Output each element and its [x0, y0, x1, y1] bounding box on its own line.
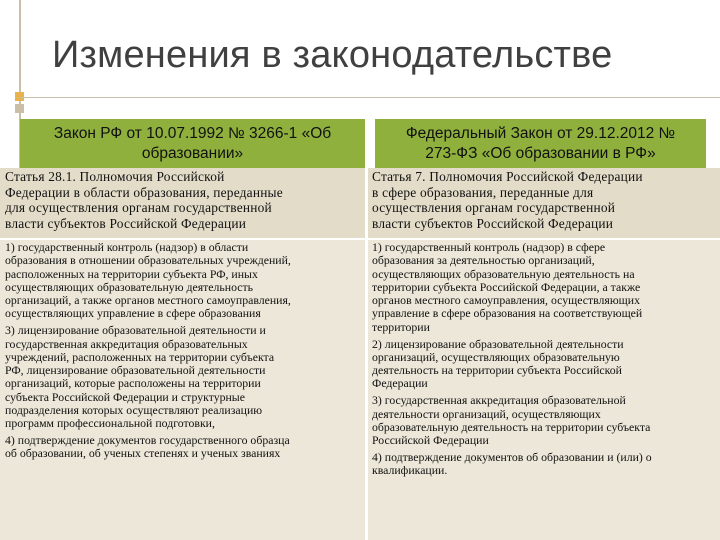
list-item-line: подразделения которых осуществляют реализацию	[5, 403, 263, 418]
list-item-line: учреждений, расположенных на территории субъекта	[5, 349, 275, 364]
list-item-line: образовательную деятельность на территории субъекта	[372, 419, 651, 434]
header-left	[20, 119, 365, 168]
list-item-line: 1) государственный контроль (надзор) в сфере	[372, 240, 606, 254]
title-underline	[20, 97, 720, 98]
article-right-line: осуществления органам государственной	[372, 200, 616, 215]
column-divider	[365, 168, 368, 540]
list-item-line: программ профессиональной подготовки,	[5, 416, 215, 431]
list-item-line: образования за деятельностью организаций,	[372, 253, 595, 268]
article-right-line: в сфере образования, переданные для	[372, 184, 594, 200]
list-item-line: деятельности организаций, осуществляющих	[372, 406, 601, 421]
list-item	[5, 324, 361, 430]
header-right-line: Федеральный Закон от 29.12.2012 №	[405, 124, 676, 142]
list-item-line: квалификации.	[372, 463, 448, 478]
items-right	[372, 241, 716, 481]
header-right-line: 273-ФЗ «Об образовании в РФ»	[425, 144, 656, 162]
list-item-line: 2) лицензирование образовательной деятельности	[372, 336, 624, 351]
list-item	[372, 451, 716, 478]
list-item	[5, 241, 361, 321]
list-item-line: об образовании, об ученых степенях и ученых званиях	[5, 446, 281, 461]
items-left	[5, 241, 361, 464]
list-item-line: управление в сфере образования на соответствующей	[372, 306, 643, 321]
list-item-line: территории субъекта Российской Федерации, а также	[372, 279, 641, 294]
article-left-line: Статья 28.1. Полномочия Российской	[5, 169, 225, 184]
tan-square-decoration	[15, 104, 24, 113]
list-item-line: 3) государственная аккредитация образовательной	[372, 393, 626, 408]
list-item-line: государственная аккредитация образовательных	[5, 336, 248, 351]
list-item-line: осуществляющих образовательную деятельность на	[372, 266, 635, 281]
list-item-line: 4) подтверждение документов об образовании и (или) о	[372, 449, 652, 464]
list-item-line: образования в отношении образовательных учреждений,	[5, 253, 291, 268]
list-item-line: 3) лицензирование образовательной деятельности и	[5, 323, 266, 338]
list-item	[372, 241, 716, 334]
page-title: Изменения в законодательстве	[52, 34, 613, 76]
header-left-line: образовании»	[141, 144, 244, 162]
list-item-line: Российской Федерации	[372, 433, 489, 448]
list-item-line: осуществляющих образовательную деятельность	[5, 279, 254, 294]
article-left	[5, 169, 361, 231]
article-right-line: Статья 7. Полномочия Российской Федерации	[372, 169, 643, 184]
comparison-table	[0, 119, 720, 540]
list-item-line: 4) подтверждение документов государственного образца	[5, 433, 290, 448]
article-right-line: власти субъектов Российской Федерации	[372, 215, 614, 231]
article-right	[372, 169, 716, 231]
list-item-line: РФ, лицензирование образовательной деятельности	[5, 363, 266, 378]
header-right	[375, 119, 706, 168]
list-item-line: организаций, а также органов местного самоуправления,	[5, 293, 291, 308]
list-item-line: деятельность на территории субъекта Российской	[372, 363, 622, 378]
list-item	[372, 338, 716, 391]
list-item	[372, 394, 716, 447]
list-item-line: Федерации	[372, 376, 428, 391]
list-item-line: субъекта Российской Федерации и структурные	[5, 389, 245, 404]
article-left-line: власти субъектов Российской Федерации	[5, 215, 247, 231]
list-item	[5, 434, 361, 461]
list-item-line: организаций, осуществляющих образовательную	[372, 349, 620, 364]
list-item-line: осуществляющих управление в сфере образования	[5, 306, 261, 321]
list-item-line: 1) государственный контроль (надзор) в области	[5, 240, 249, 254]
article-left-line: для осуществления органам государственной	[5, 200, 272, 215]
header-left-line: Закон РФ от 10.07.1992 № 3266-1 «Об	[53, 124, 332, 142]
list-item-line: расположенных на территории субъекта РФ, иных	[5, 266, 258, 281]
list-item-line: организаций, которые расположены на территории	[5, 376, 261, 391]
list-item-line: органов местного самоуправления, осуществляющих	[372, 293, 640, 308]
list-item-line: территории	[372, 319, 430, 334]
article-left-line: Федерации в области образования, переданные	[5, 184, 283, 200]
